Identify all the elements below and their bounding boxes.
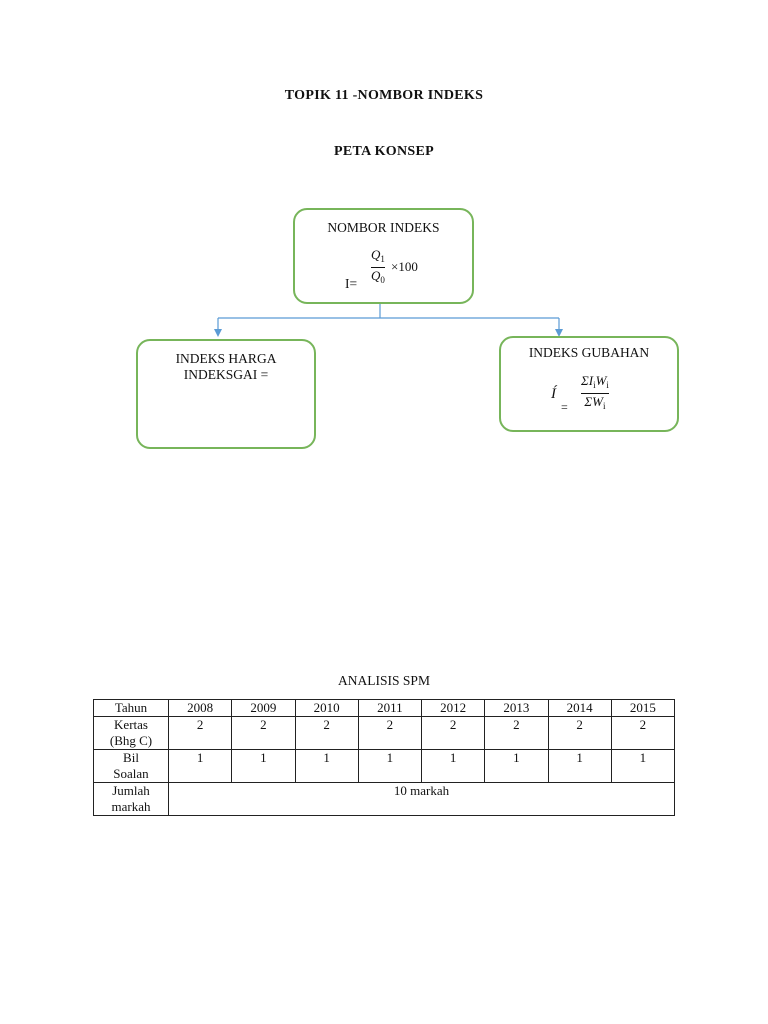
- year-cell: 2012: [422, 700, 485, 717]
- row-label-line2: Soalan: [113, 766, 149, 781]
- root-formula-fraction: [371, 248, 385, 287]
- concept-left-label-1: INDEKS HARGA: [175, 351, 277, 366]
- row-label-line1: Kertas: [114, 717, 148, 732]
- table-header-row: [94, 700, 675, 717]
- table-cell: 2: [548, 717, 611, 750]
- right-numerator-w: W: [595, 373, 607, 388]
- root-denominator: Q: [371, 268, 381, 283]
- right-formula-fraction: [581, 374, 609, 413]
- row-label: [94, 717, 169, 750]
- row-label-line2: markah: [111, 799, 151, 814]
- row-label-line1: Jumlah: [112, 783, 150, 798]
- row-label-line1: Bil: [123, 750, 139, 765]
- arrow-left-icon: [214, 329, 222, 337]
- root-denominator-sub: 0: [380, 275, 385, 285]
- right-numerator-sub1: i: [593, 380, 596, 390]
- table-cell: 2: [485, 717, 548, 750]
- spm-analysis-table: [93, 699, 675, 816]
- table-header-label: Tahun: [94, 700, 169, 717]
- table-cell: 1: [358, 750, 421, 783]
- table-row: [94, 750, 675, 783]
- table-cell: 1: [548, 750, 611, 783]
- analysis-heading: ANALISIS SPM: [338, 673, 430, 688]
- concept-left-box: [136, 339, 316, 449]
- right-numerator: ΣI: [581, 373, 594, 388]
- year-cell: 2011: [358, 700, 421, 717]
- row-label: [94, 783, 169, 816]
- right-formula-equals: =: [561, 400, 568, 414]
- page-subtitle: PETA KONSEP: [334, 144, 434, 159]
- table-cell: 2: [169, 717, 232, 750]
- row-label: [94, 750, 169, 783]
- page-title: TOPIK 11 -NOMBOR INDEKS: [284, 88, 484, 103]
- concept-left-label-2: INDEKSGAI =: [183, 367, 269, 382]
- concept-root-label: NOMBOR INDEKS: [327, 220, 440, 235]
- root-multiplier: ×100: [391, 259, 418, 274]
- right-formula-lhs: Í: [551, 386, 556, 402]
- table-cell: 2: [422, 717, 485, 750]
- year-cell: 2008: [169, 700, 232, 717]
- year-cell: 2010: [295, 700, 358, 717]
- table-cell: 1: [169, 750, 232, 783]
- table-row: [94, 717, 675, 750]
- concept-root-box: [293, 208, 474, 304]
- table-cell: 2: [358, 717, 421, 750]
- year-cell: 2015: [611, 700, 674, 717]
- year-cell: 2013: [485, 700, 548, 717]
- table-total-row: [94, 783, 675, 816]
- root-numerator: Q: [371, 247, 381, 262]
- year-cell: 2014: [548, 700, 611, 717]
- table-cell: 1: [422, 750, 485, 783]
- table-cell: 1: [232, 750, 295, 783]
- root-formula-prefix: I=: [345, 276, 358, 291]
- table-cell: 1: [295, 750, 358, 783]
- table-cell: 2: [232, 717, 295, 750]
- table-cell: 2: [295, 717, 358, 750]
- table-cell: 1: [485, 750, 548, 783]
- right-denominator-sub: i: [602, 401, 606, 411]
- total-value-cell: 10 markah: [169, 783, 675, 816]
- concept-right-box: [499, 336, 679, 432]
- concept-right-label: INDEKS GUBAHAN: [528, 345, 650, 360]
- year-cell: 2009: [232, 700, 295, 717]
- table-cell: 2: [611, 717, 674, 750]
- root-numerator-sub: 1: [380, 254, 385, 264]
- right-numerator-sub2: i: [606, 380, 609, 390]
- right-denominator: ΣW: [584, 394, 603, 409]
- table-cell: 1: [611, 750, 674, 783]
- row-label-line2: (Bhg C): [109, 733, 153, 748]
